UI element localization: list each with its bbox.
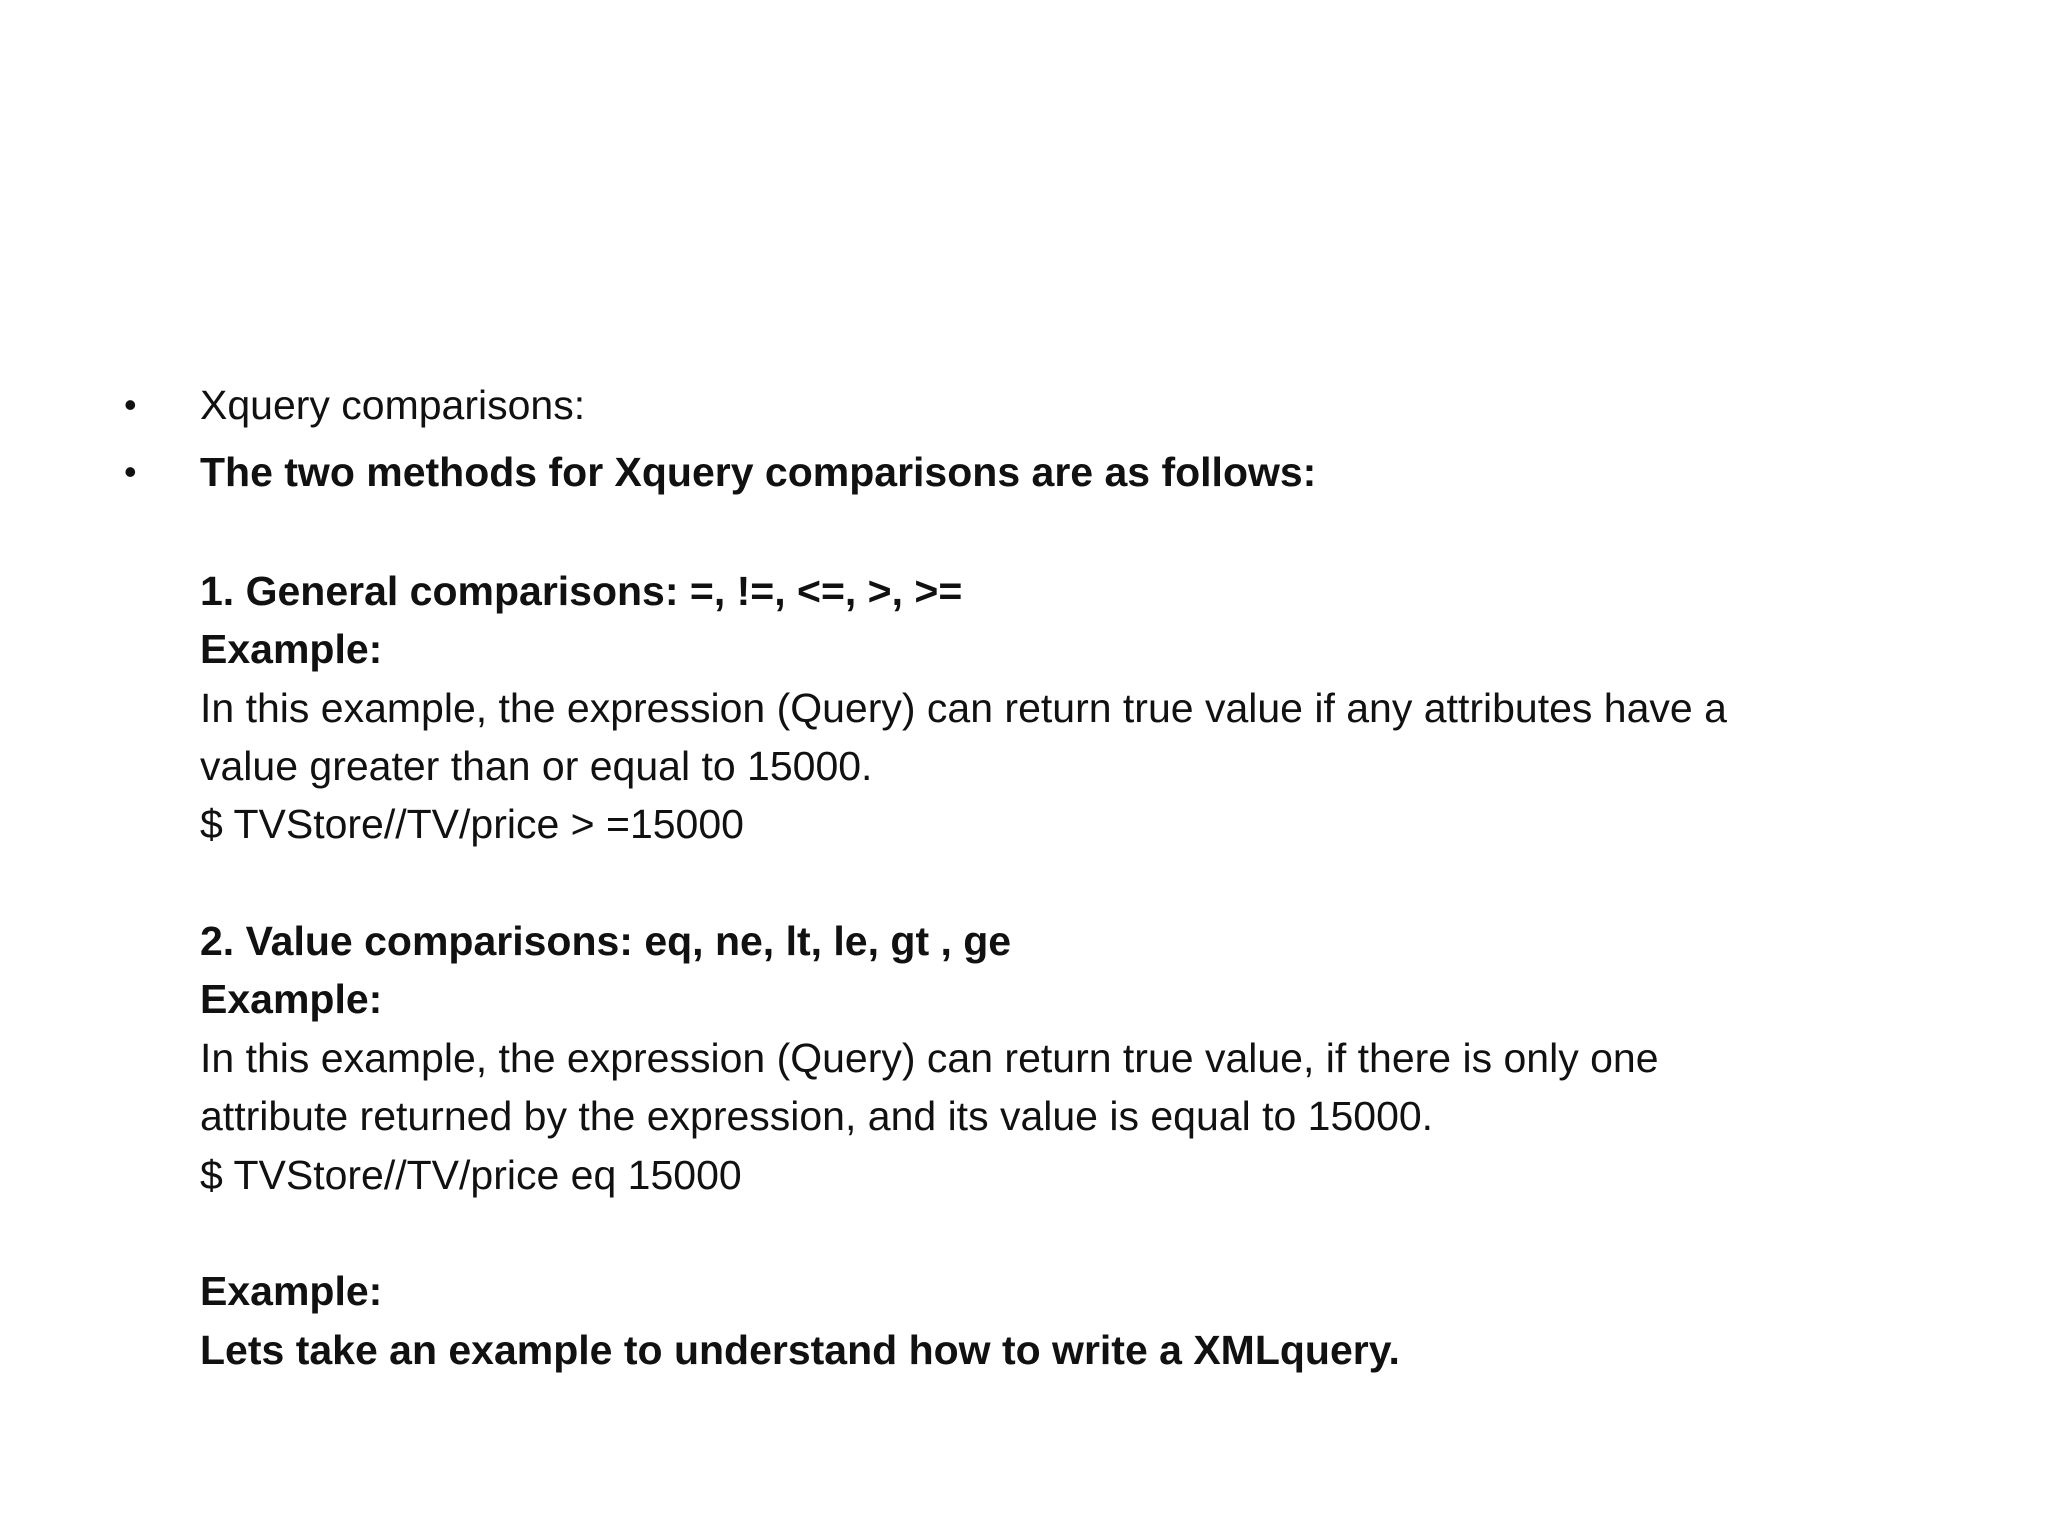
value-comparisons-description: In this example, the expression (Query) can return true value, if there is only one	[200, 1035, 1659, 1081]
general-comparisons-code: $ TVStore//TV/price > =15000	[200, 801, 744, 847]
bullet-icon: •	[124, 384, 137, 425]
bullet-icon: •	[124, 451, 137, 492]
example-label: Example:	[200, 976, 383, 1022]
general-comparisons-heading: 1. General comparisons: =, !=, <=, >, >=	[200, 568, 963, 614]
general-comparisons-description: value greater than or equal to 15000.	[200, 743, 873, 789]
value-comparisons-code: $ TVStore//TV/price eq 15000	[200, 1152, 742, 1198]
example-label: Example:	[200, 1268, 383, 1314]
bullet-item-xquery-comparisons: Xquery comparisons:	[200, 382, 586, 428]
bullet-item-two-methods: The two methods for Xquery comparisons are as follows:	[200, 449, 1317, 495]
example-label: Example:	[200, 626, 383, 672]
xmlquery-intro-text: Lets take an example to understand how to write a XMLquery.	[200, 1327, 1400, 1373]
general-comparisons-description: In this example, the expression (Query) can return true value if any attributes have a	[200, 685, 1727, 731]
value-comparisons-heading: 2. Value comparisons: eq, ne, lt, le, gt , ge	[200, 918, 1012, 964]
value-comparisons-description: attribute returned by the expression, and its value is equal to 15000.	[200, 1093, 1434, 1139]
